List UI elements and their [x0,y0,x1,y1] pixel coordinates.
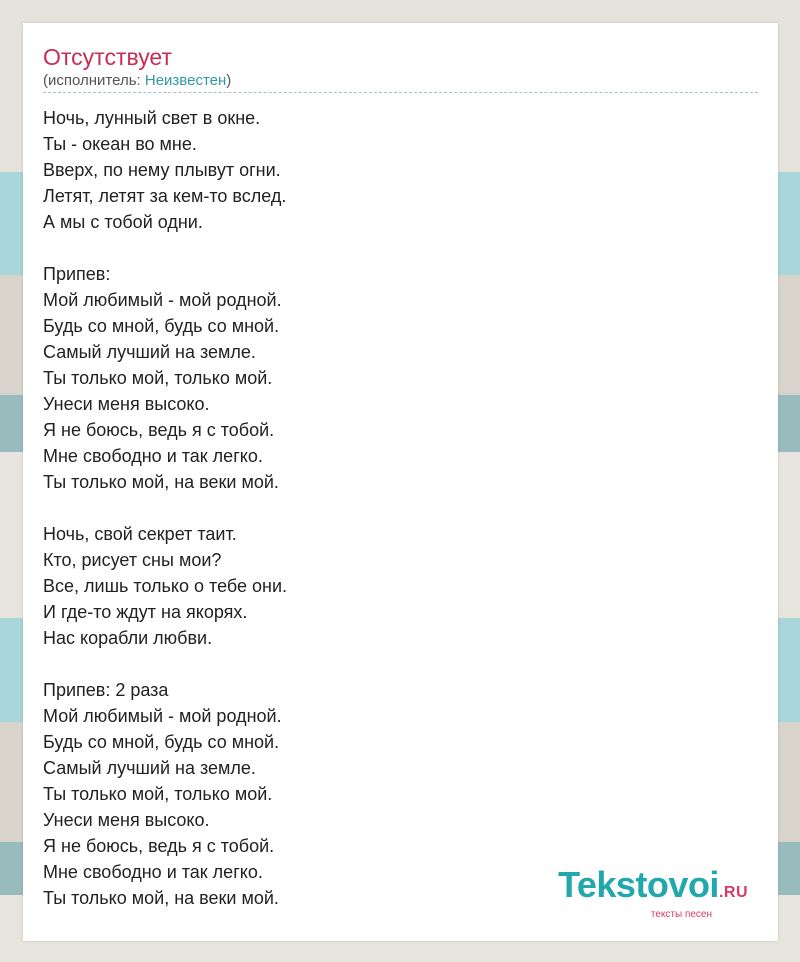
lyric-line: Унеси меня высоко. [43,394,210,414]
song-title: Отсутствует [43,44,172,70]
blank-line [43,235,758,261]
artist-link[interactable]: Неизвестен [144,72,227,89]
artist-prefix: (исполнитель: [43,72,145,89]
lyric-line: Ты - океан во мне. [43,134,197,154]
lyric-line: Нас корабли любви. [43,628,213,648]
blank-line [43,651,758,677]
logo-domain: .RU [718,884,748,901]
lyric-line: Будь со мной, будь со мной. [43,732,280,752]
lyric-line: Ночь, свой секрет таит. [43,524,237,544]
blank-line [43,495,758,521]
lyric-line: Ты только мой, на веки мой. [43,888,279,908]
lyric-line: Мой любимый - мой родной. [43,290,282,310]
logo-tagline: тексты песен [650,909,712,920]
divider [43,92,758,93]
lyrics-text [43,105,758,911]
lyric-line: Ночь, лунный свет в окне. [43,108,261,128]
lyric-line: Ты только мой, на веки мой. [43,472,279,492]
lyric-line: И где-то ждут на якорях. [43,602,248,622]
lyric-line: Унеси меня высоко. [43,810,210,830]
lyric-line: Припев: 2 раза [43,680,169,700]
lyric-line: А мы с тобой одни. [43,212,203,232]
lyric-line: Самый лучший на земле. [43,342,256,362]
lyric-line: Я не боюсь, ведь я с тобой. [43,836,275,856]
lyric-line: Я не боюсь, ведь я с тобой. [43,420,275,440]
lyric-line: Ты только мой, только мой. [43,368,273,388]
artist-line [43,72,231,90]
lyric-line: Самый лучший на земле. [43,758,256,778]
lyric-line: Будь со мной, будь со мной. [43,316,280,336]
logo-wordmark: Tekstovoi [558,864,719,905]
lyric-line: Кто, рисует сны мои? [43,550,222,570]
site-logo[interactable] [558,864,748,920]
lyric-line: Припев: [43,264,111,284]
lyric-line: Все, лишь только о тебе они. [43,576,288,596]
artist-suffix: ) [226,72,232,89]
lyric-line: Вверх, по нему плывут огни. [43,160,281,180]
lyric-line: Мне свободно и так легко. [43,446,263,466]
lyric-line: Мой любимый - мой родной. [43,706,282,726]
lyric-line: Ты только мой, только мой. [43,784,273,804]
lyric-line: Летят, летят за кем-то вслед. [43,186,287,206]
lyrics-card [23,23,778,941]
lyric-line: Мне свободно и так легко. [43,862,263,882]
